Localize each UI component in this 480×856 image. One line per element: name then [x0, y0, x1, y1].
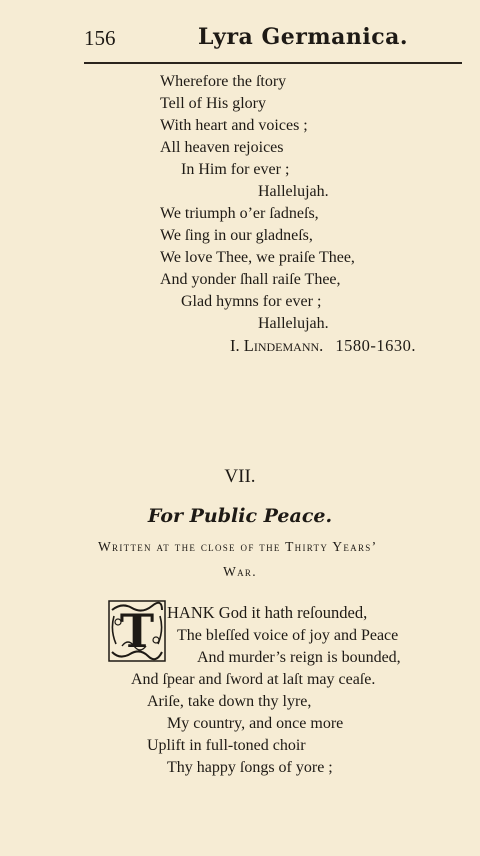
- verse-line: And murder’s reign is bounded,: [197, 649, 401, 666]
- header-rule: [84, 62, 462, 64]
- verse-line: Hallelujah.: [258, 183, 329, 200]
- dropcap-letter: T: [119, 604, 155, 658]
- attribution-name: Lindemann.: [243, 336, 324, 355]
- verse-line: Ariſe, take down thy lyre,: [147, 693, 312, 710]
- verse-line: Glad hymns for ever ;: [181, 293, 322, 310]
- verse-line: All heaven rejoices: [160, 139, 284, 156]
- verse-line: Uplift in full-toned choir: [147, 737, 306, 754]
- verse-line: Thy happy ſongs of yore ;: [167, 759, 333, 776]
- hymn-title: For Public Peace.: [147, 505, 333, 527]
- hymn-subtitle-line2: War.: [223, 564, 257, 579]
- verse-line: HANK God it hath reſounded,: [167, 603, 368, 622]
- verse-line: The bleſſed voice of joy and Peace: [177, 627, 399, 644]
- attribution-initial: I.: [230, 336, 240, 355]
- verse-line: We ſing in our gladneſs,: [160, 227, 313, 244]
- verse-line: Tell of His glory: [160, 95, 266, 112]
- dropcap-ornament: [108, 600, 166, 662]
- verse-line: In Him for ever ;: [181, 161, 290, 178]
- hymn-number: VII.: [224, 466, 256, 487]
- running-head: Lyra Germanica.: [198, 24, 409, 50]
- dropcap-frame-icon: [108, 600, 166, 662]
- verse-line: We triumph o’er ſadneſs,: [160, 205, 319, 222]
- verse-line: With heart and voices ;: [160, 117, 308, 134]
- verse-line: And yonder ſhall raiſe Thee,: [160, 271, 341, 288]
- attribution: [230, 336, 416, 356]
- verse-line: Wherefore the ſtory: [160, 73, 287, 90]
- verse-line: Hallelujah.: [258, 315, 329, 332]
- hymn-subtitle-line1: Written at the close of the Thirty Years’: [98, 539, 378, 554]
- attribution-years: 1580-1630.: [335, 336, 417, 355]
- verse-line: My country, and once more: [167, 715, 344, 732]
- page-number: 156: [84, 26, 116, 50]
- verse-line: And ſpear and ſword at laſt may ceaſe.: [131, 671, 376, 688]
- verse-line: We love Thee, we praiſe Thee,: [160, 249, 355, 266]
